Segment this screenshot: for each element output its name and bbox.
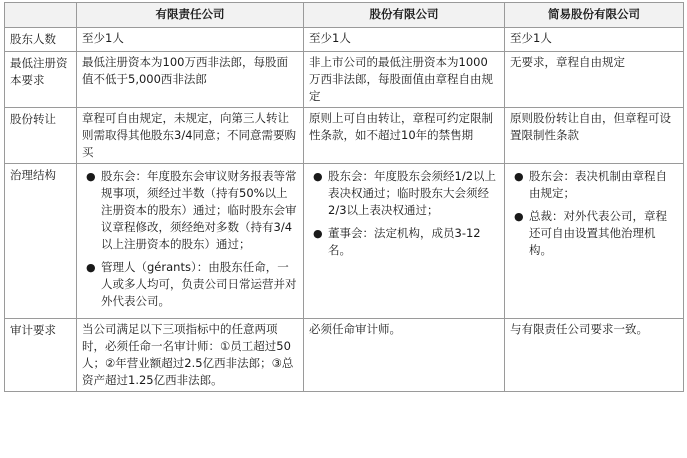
cell-governance-sa	[304, 164, 505, 319]
list-item-text: 总裁：对外代表公司，章程还可自由设置其他治理机构。	[529, 209, 667, 257]
governance-sa-list	[309, 168, 499, 259]
row-audit	[5, 319, 684, 392]
header-corner	[5, 3, 77, 28]
governance-sas-list	[510, 168, 678, 259]
row-label-shareholders: 股东人数	[5, 28, 77, 52]
row-governance	[5, 164, 684, 319]
list-item	[510, 208, 678, 259]
header-sa: 股份有限公司	[304, 3, 505, 28]
bullet-icon: ●	[313, 170, 323, 183]
cell-share-transfer-sas: 原则股份转让自由，但章程可设置限制性条款	[505, 108, 684, 164]
list-item	[309, 168, 499, 219]
cell-governance-llc	[77, 164, 304, 319]
cell-audit-llc: 当公司满足以下三项指标中的任意两项时，必须任命一名审计师：①员工超过50人；②年营业额超过2.5亿西非法郎；③总资产超过1.25亿西非法郎。	[77, 319, 304, 392]
header-row	[5, 3, 684, 28]
row-label-governance: 治理结构	[5, 164, 77, 319]
list-item	[309, 225, 499, 259]
row-min-capital	[5, 52, 684, 108]
cell-governance-sas	[505, 164, 684, 319]
cell-min-capital-sas: 无要求，章程自由规定	[505, 52, 684, 108]
cell-shareholders-llc: 至少1人	[77, 28, 304, 52]
row-share-transfer	[5, 108, 684, 164]
row-label-audit: 审计要求	[5, 319, 77, 392]
bullet-icon: ●	[86, 261, 96, 274]
row-label-min-capital: 最低注册资本要求	[5, 52, 77, 108]
bullet-icon: ●	[86, 170, 96, 183]
list-item-text: 股东会：年度股东会须经1/2以上表决权通过；临时股东大会须经2/3以上表决权通过；	[328, 169, 497, 217]
cell-min-capital-sa: 非上市公司的最低注册资本为1000万西非法郎，每股面值由章程自由规定	[304, 52, 505, 108]
list-item	[510, 168, 678, 202]
governance-llc-list	[82, 168, 298, 310]
list-item-text: 董事会：法定机构，成员3-12名。	[328, 226, 481, 257]
list-item	[82, 259, 298, 310]
bullet-icon: ●	[514, 170, 524, 183]
company-comparison-table	[4, 2, 684, 392]
list-item	[82, 168, 298, 253]
cell-audit-sa: 必须任命审计师。	[304, 319, 505, 392]
header-sas: 简易股份有限公司	[505, 3, 684, 28]
list-item-text: 管理人（gérants）：由股东任命，一人或多人均可，负责公司日常运营并对外代表公司。	[101, 260, 297, 308]
list-item-text: 股东会：表决机制由章程自由规定；	[529, 169, 667, 200]
list-item-text: 股东会：年度股东会审议财务报表等常规事项，须经过半数（持有50%以上注册资本的股东）通过；临时股东会审议章程修改，须经绝对多数（持有3/4以上注册资本的股东）通过；	[101, 169, 297, 251]
bullet-icon: ●	[514, 210, 524, 223]
cell-shareholders-sas: 至少1人	[505, 28, 684, 52]
cell-shareholders-sa: 至少1人	[304, 28, 505, 52]
cell-share-transfer-sa: 原则上可自由转让，章程可约定限制性条款，如不超过10年的禁售期	[304, 108, 505, 164]
cell-min-capital-llc: 最低注册资本为100万西非法郎，每股面值不低于5,000西非法郎	[77, 52, 304, 108]
bullet-icon: ●	[313, 227, 323, 240]
header-llc: 有限责任公司	[77, 3, 304, 28]
cell-audit-sas: 与有限责任公司要求一致。	[505, 319, 684, 392]
cell-share-transfer-llc: 章程可自由规定，未规定，向第三人转让则需取得其他股东3/4同意；不同意需要购买	[77, 108, 304, 164]
row-shareholders	[5, 28, 684, 52]
row-label-share-transfer: 股份转让	[5, 108, 77, 164]
